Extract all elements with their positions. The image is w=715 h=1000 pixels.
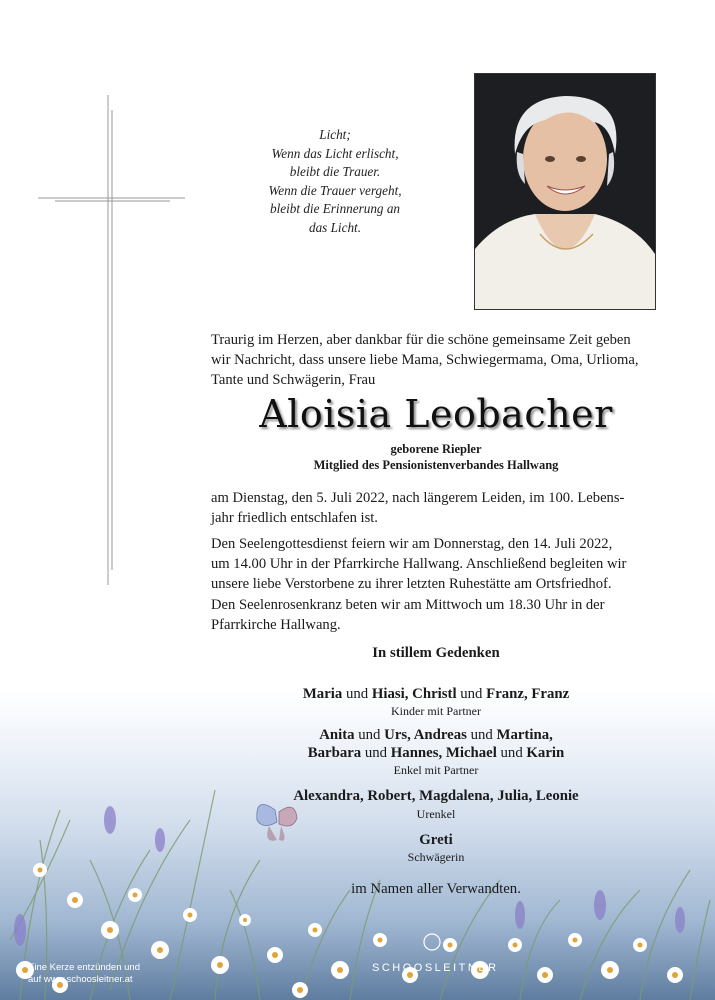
closing-line: im Namen aller Verwandten.: [351, 881, 521, 897]
paragraph-line: unsere liebe Verstorbene zu ihrer letzten Ruhestätte am Ortsfriedhof.: [211, 576, 612, 592]
children-names: Maria und Hiasi, Christl und Franz, Franz: [302, 686, 570, 702]
death-paragraph: [211, 488, 661, 528]
portrait-photo: [474, 73, 656, 310]
poem-line: Wenn die Trauer vergeht,: [268, 182, 402, 198]
poem: [240, 126, 430, 238]
rosary-paragraph: [211, 595, 661, 635]
children-relation: Kinder mit Partner: [391, 704, 481, 718]
intro-text: [211, 330, 661, 390]
footer-line: Eine Kerze entzünden und: [28, 962, 140, 973]
deceased-name: Aloisia Leobacher: [259, 392, 613, 436]
birth-name: geborene Riepler: [390, 442, 482, 456]
grandchildren-relation: Enkel mit Partner: [393, 763, 479, 777]
company-logo: SCHOOSLEITNER: [372, 962, 499, 974]
footer-line: auf www.schoosleitner.at: [28, 974, 133, 985]
service-paragraph: [211, 534, 661, 594]
cross-icon: [0, 0, 200, 600]
great-grandchildren-relation: Urenkel: [416, 807, 456, 821]
candle-link[interactable]: [28, 962, 140, 986]
poem-line: bleibt die Trauer.: [289, 164, 381, 180]
poem-line: Wenn das Licht erlischt,: [271, 145, 399, 161]
poem-line: bleibt die Erinnerung an: [269, 201, 401, 217]
membership: Mitglied des Pensionistenverbandes Hallwang: [313, 458, 559, 472]
poem-line: das Licht.: [308, 219, 362, 235]
sister-in-law-relation: Schwägerin: [407, 850, 465, 864]
paragraph-line: Pfarrkirche Hallwang.: [211, 617, 341, 633]
paragraph-line: Den Seelenrosenkranz beten wir am Mittwoch um 18.30 Uhr in der: [211, 597, 605, 613]
poem-line: Licht;: [319, 127, 351, 142]
paragraph-line: Den Seelengottesdienst feiern wir am Donnerstag, den 14. Juli 2022,: [211, 536, 613, 552]
paragraph-line: um 14.00 Uhr in der Pfarrkirche Hallwang. Anschließend begleiten wir: [211, 556, 627, 572]
grandchildren-names-2: Barbara und Hannes, Michael und Karin: [307, 745, 565, 761]
logo-emblem-icon: [424, 934, 440, 950]
paragraph-line: am Dienstag, den 5. Juli 2022, nach längerem Leiden, im 100. Lebens-: [211, 490, 625, 506]
paragraph-line: jahr friedlich entschlafen ist.: [211, 510, 378, 526]
grandchildren-names: Anita und Urs, Andreas und Martina,: [319, 727, 553, 743]
remembrance-heading: In stillem Gedenken: [372, 645, 500, 661]
sister-in-law-name: Greti: [419, 832, 453, 848]
intro-line: wir Nachricht, dass unsere liebe Mama, Schwiegermama, Oma, Urlioma,: [211, 352, 639, 368]
intro-line: Traurig im Herzen, aber dankbar für die schöne gemeinsame Zeit geben: [211, 332, 631, 348]
great-grandchildren-names: Alexandra, Robert, Magdalena, Julia, Leonie: [293, 788, 579, 804]
intro-line: Tante und Schwägerin, Frau: [211, 372, 376, 388]
